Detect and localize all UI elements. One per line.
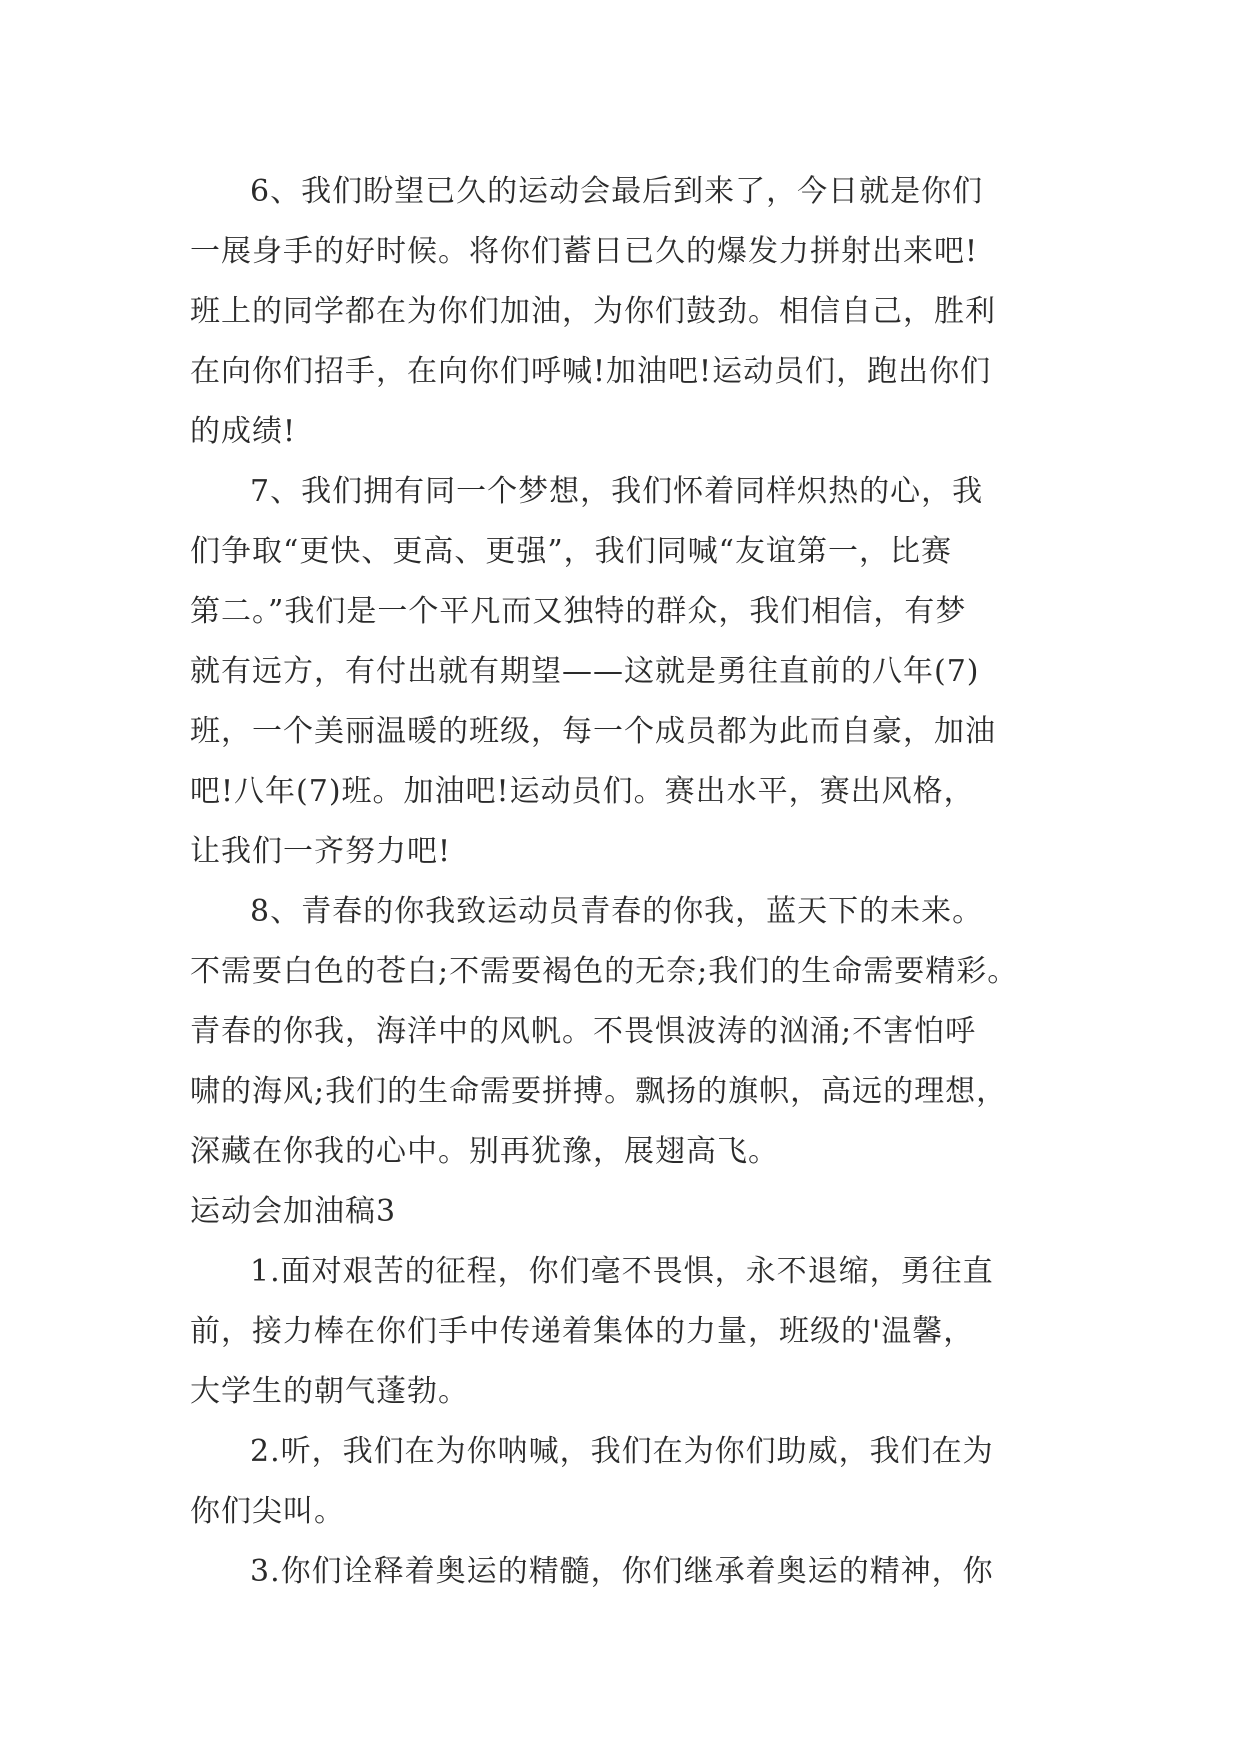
text-line: 吧!八年(7)班。加油吧!运动员们。赛出水平，赛出风格， <box>190 774 975 809</box>
text-line: 大学生的朝气蓬勃。 <box>190 1374 469 1409</box>
paragraph <box>190 1542 1070 1602</box>
document-body <box>190 162 1070 1602</box>
text-line: 深藏在你我的心中。别再犹豫，展翅高飞。 <box>190 1134 779 1169</box>
text-line: 在向你们招手，在向你们呼喊!加油吧!运动员们，跑出你们 <box>190 354 992 389</box>
text-line: 3.你们诠释着奥运的精髓，你们继承着奥运的精神，你 <box>250 1554 994 1589</box>
paragraph <box>190 1242 1070 1422</box>
text-line: 班，一个美丽温暖的班级，每一个成员都为此而自豪，加油 <box>190 714 996 749</box>
text-line: 7、我们拥有同一个梦想，我们怀着同样炽热的心，我 <box>250 474 984 509</box>
text-line: 你们尖叫。 <box>190 1494 345 1529</box>
text-line: 1.面对艰苦的征程，你们毫不畏惧，永不退缩，勇往直 <box>250 1254 994 1289</box>
text-line: 6、我们盼望已久的运动会最后到来了，今日就是你们 <box>250 174 984 209</box>
text-line: 一展身手的好时候。将你们蓄日已久的爆发力拼射出来吧! <box>190 234 979 269</box>
paragraph <box>190 1422 1070 1542</box>
text-line: 2.听，我们在为你呐喊，我们在为你们助威，我们在为 <box>250 1434 994 1469</box>
text-line: 第二。”我们是一个平凡而又独特的群众，我们相信，有梦 <box>190 594 967 629</box>
text-line: 的成绩! <box>190 414 297 449</box>
text-line: 不需要白色的苍白;不需要褐色的无奈;我们的生命需要精彩。 <box>190 954 1019 989</box>
text-line: 让我们一齐努力吧! <box>190 834 452 869</box>
section-heading <box>190 1182 1070 1242</box>
text-line: 啸的海风;我们的生命需要拼搏。飘扬的旗帜，高远的理想， <box>190 1074 1008 1109</box>
paragraph <box>190 882 1070 1182</box>
text-line: 8、青春的你我致运动员青春的你我，蓝天下的未来。 <box>250 894 984 929</box>
text-line: 们争取“更快、更高、更强”，我们同喊“友谊第一，比赛 <box>190 534 953 569</box>
text-line: 前，接力棒在你们手中传递着集体的力量，班级的'温馨， <box>190 1314 975 1349</box>
paragraph <box>190 462 1070 882</box>
paragraph <box>190 162 1070 462</box>
text-line: 班上的同学都在为你们加油，为你们鼓劲。相信自己，胜利 <box>190 294 996 329</box>
text-line: 青春的你我，海洋中的风帆。不畏惧波涛的汹涌;不害怕呼 <box>190 1014 977 1049</box>
text-line: 就有远方，有付出就有期望——这就是勇往直前的八年(7) <box>190 654 980 689</box>
text-line: 运动会加油稿3 <box>190 1194 397 1229</box>
